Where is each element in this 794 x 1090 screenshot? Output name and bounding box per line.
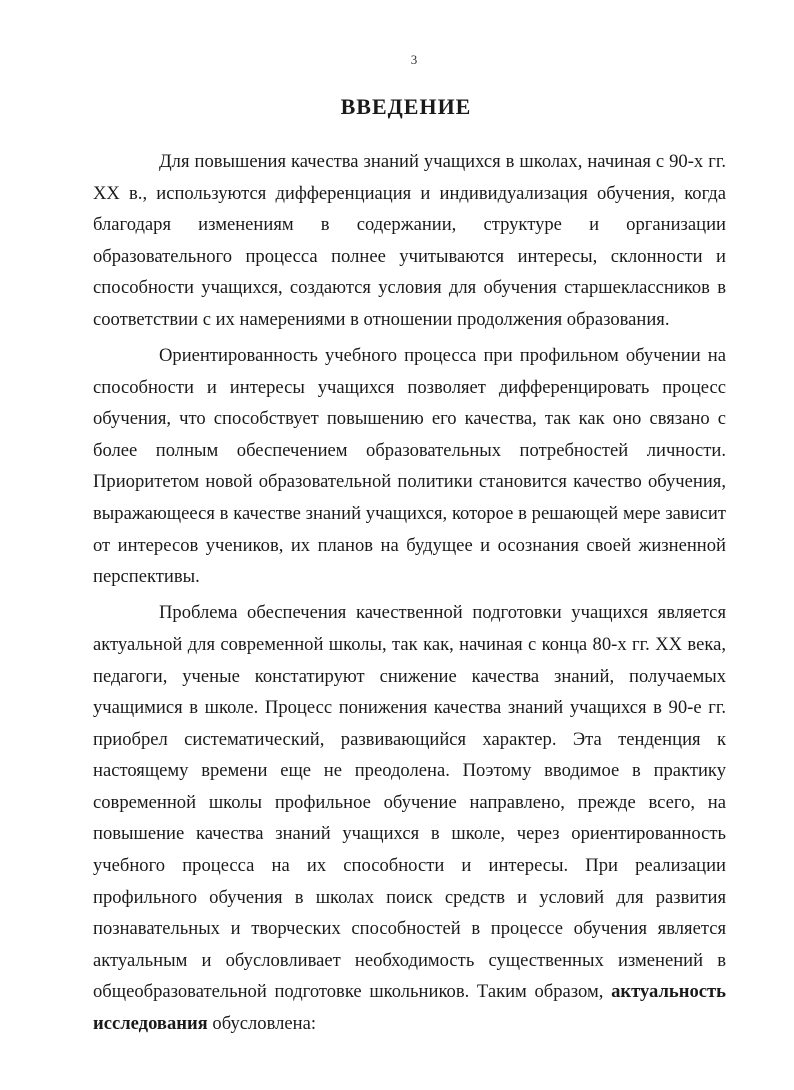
page-title: ВВЕДЕНИЕ: [340, 94, 472, 119]
paragraph-1: Для повышения качества знаний учащихся в школах, начиная с 90-х гг. XX в., используются дифференциация и индивидуализация обучения, когда благодаря изменениям в содержании, структуре и организации образовательного процесса полнее учитываются интересы, склонности и способности учащихся, создаются условия для обучения старшеклассников в соответствии с их намерениями в отношении продолжения образования.: [93, 151, 726, 330]
body-text: [93, 146, 726, 1044]
page-number: 3: [410, 52, 418, 67]
paragraph-3-text: Проблема обеспечения качественной подготовки учащихся является актуальной для современной школы, так как, начиная с конца 80-х гг. XX века, педагоги, ученые констатируют снижение качества знаний, получаемых учащимися в школе. Процесс понижения качества знаний учащихся в 90-е гг. приобрел систематический, развивающийся характер. Эта тенденция к настоящему времени еще не преодолена. Поэтому вводимое в практику современной школы профильное обучение направлено, прежде всего, на повышение качества знаний учащихся в школе, через ориентированность учебного процесса на их способности и интересы. При реализации профильного обучения в школах поиск средств и условий для развития познавательных и творческих способностей в процессе обучения является актуальным и обусловливает необходимость существенных изменений в общеобразовательной подготовке школьников. Таким образом,: [93, 602, 726, 1003]
paragraph-3: [93, 597, 726, 1039]
paragraph-3-tail: обусловлена:: [212, 1013, 316, 1035]
paragraph-3-bold-term: актуальность исследования: [93, 981, 726, 1035]
paragraph-2: Ориентированность учебного процесса при профильном обучении на способности и интересы учащихся позволяет дифференцировать процесс обучения, что способствует повышению его качества, так как оно связано с более полным обеспечением образовательных потребностей личности. Приоритетом новой образовательной политики становится качество обучения, выражающееся в качестве знаний учащихся, которое в решающей мере зависит от интересов учеников, их планов на будущее и осознания своей жизненной перспективы.: [93, 345, 726, 588]
